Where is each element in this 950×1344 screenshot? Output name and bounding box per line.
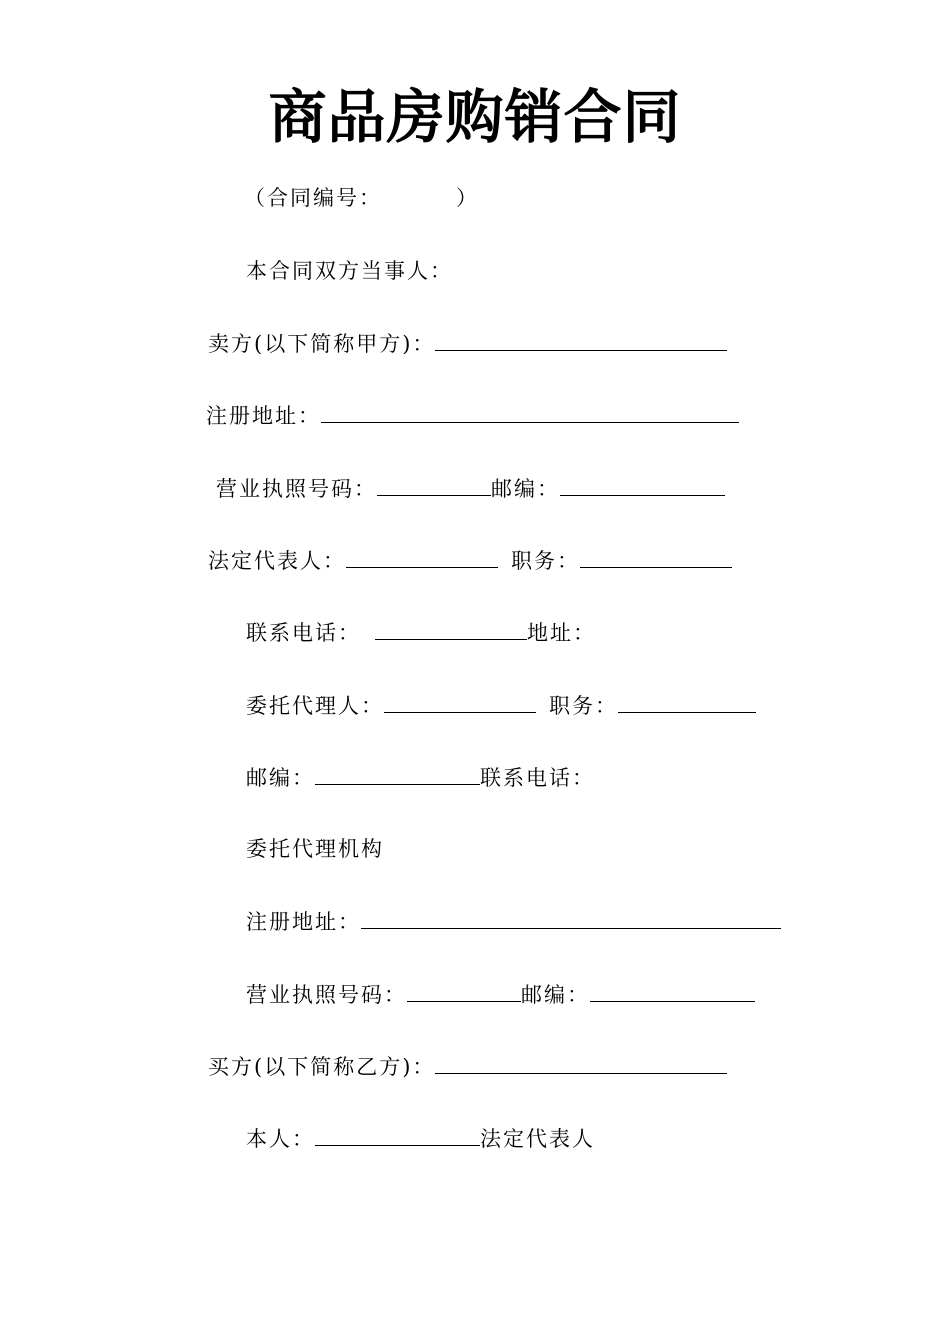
seller-contact-address-label: 地址： [527,621,596,645]
buyer-name-field[interactable] [435,1051,727,1074]
seller-legal-rep-label: 法定代表人： [208,549,346,573]
seller-license-field[interactable] [377,473,491,496]
agency-address-label: 注册地址： [246,910,361,934]
seller-license-label: 营业执照号码： [216,477,377,501]
agent-line [246,690,756,720]
agency-license-label: 营业执照号码： [246,983,407,1007]
seller-position-field[interactable] [580,545,732,568]
seller-legal-rep-line [208,545,732,575]
agency-postcode-label: 邮编： [521,983,590,1007]
seller-postcode-label: 邮编： [491,477,560,501]
buyer-self-field[interactable] [315,1123,480,1146]
buyer-person-line [246,1123,595,1153]
seller-address-line [206,400,739,430]
agent-postcode-field[interactable] [315,762,480,785]
agency-heading: 委托代理机构 [246,837,384,861]
seller-postcode-field[interactable] [560,473,725,496]
agency-license-field[interactable] [407,979,521,1002]
buyer-label: 买方(以下简称乙方)： [208,1055,436,1079]
seller-address-field[interactable] [321,400,739,423]
seller-legal-rep-field[interactable] [346,545,498,568]
agent-postcode-label: 邮编： [246,766,315,790]
agent-label: 委托代理人： [246,694,384,718]
contract-number-label: （合同编号： [244,186,382,210]
agent-position-field[interactable] [618,690,756,713]
agency-license-line [246,979,755,1009]
agent-phone-label: 联系电话： [480,766,595,790]
buyer-legal-rep-label: 法定代表人 [480,1127,595,1151]
seller-license-line [216,473,725,503]
contract-number-close: ） [456,186,479,210]
seller-phone-field[interactable] [375,617,527,640]
contract-title: 商品房购销合同 [268,83,682,151]
agency-postcode-field[interactable] [590,979,755,1002]
seller-address-label: 注册地址： [206,404,321,428]
agency-address-field[interactable] [361,906,781,929]
seller-phone-label: 联系电话： [246,621,361,645]
parties-intro: 本合同双方当事人： [246,259,453,283]
seller-position-label: 职务： [511,549,580,573]
buyer-line [208,1051,727,1081]
agency-address-line [246,906,781,936]
agent-name-field[interactable] [384,690,536,713]
agent-position-label: 职务： [549,694,618,718]
seller-line [208,328,727,358]
seller-label: 卖方(以下简称甲方)： [208,332,436,356]
buyer-self-label: 本人： [246,1127,315,1151]
seller-contact-line [246,617,596,647]
seller-name-field[interactable] [435,328,727,351]
contract-number-line [244,183,479,213]
agent-contact-line [246,762,595,792]
